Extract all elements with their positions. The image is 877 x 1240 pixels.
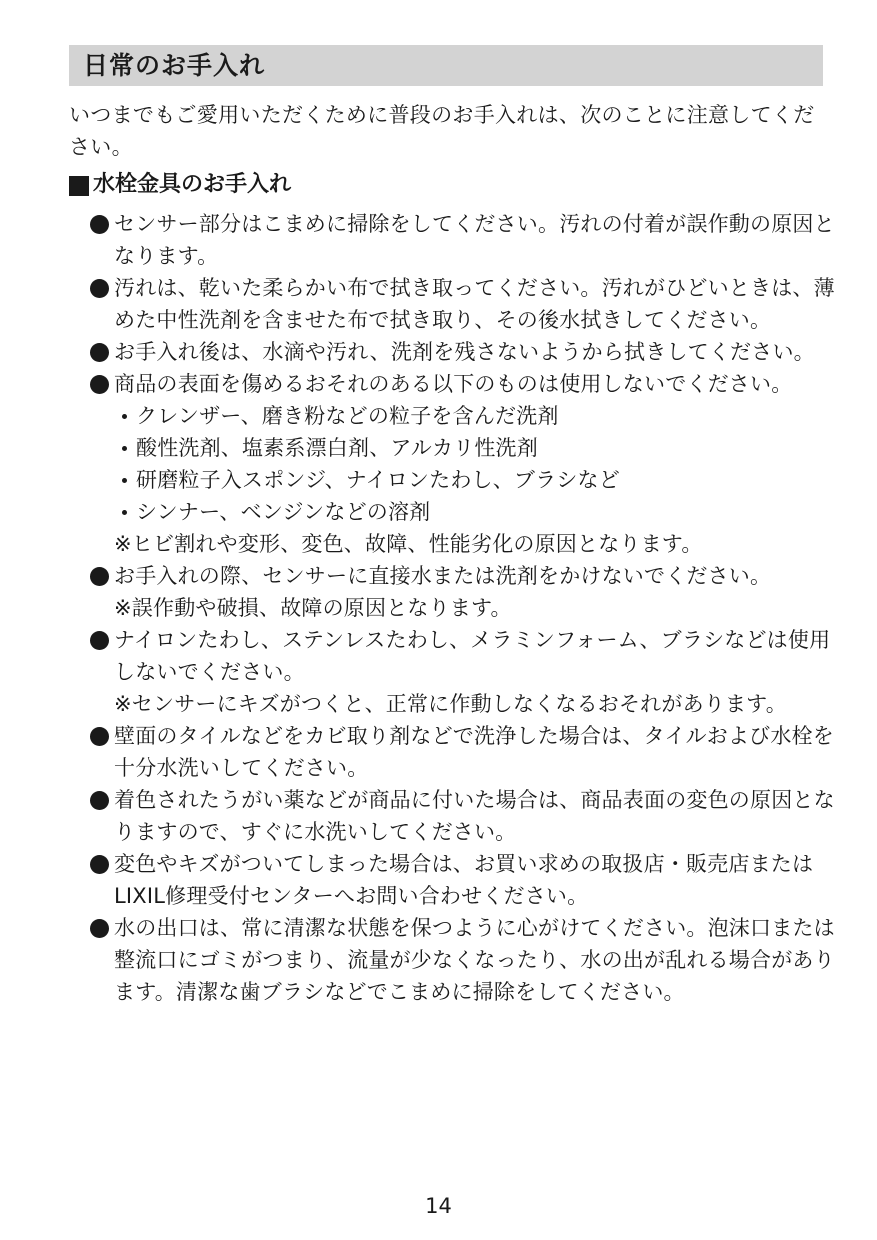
- section-heading-text: 水栓金具のお手入れ: [93, 172, 292, 197]
- caution-note: ※誤作動や破損、故障の原因となります。: [114, 596, 512, 620]
- sub-list-item: [90, 400, 835, 432]
- list-item: [90, 368, 835, 400]
- list-item-text: ナイロンたわし、ステンレスたわし、メラミンフォーム、ブラシなどは使用しないでください。: [114, 628, 831, 684]
- black-circle-bullet-icon: [90, 855, 109, 874]
- sub-list-item: [90, 496, 835, 528]
- list-item: [90, 848, 835, 912]
- section-heading: [69, 169, 291, 201]
- black-circle-bullet-icon: [90, 631, 109, 650]
- list-item: [90, 336, 835, 368]
- black-circle-bullet-icon: [90, 215, 109, 234]
- list-item-text: 壁面のタイルなどをカビ取り剤などで洗浄した場合は、タイルおよび水栓を十分水洗いしてください。: [114, 724, 834, 780]
- list-item-text: お手入れ後は、水滴や汚れ、洗剤を残さないようから拭きしてください。: [114, 340, 815, 364]
- black-circle-bullet-icon: [90, 343, 109, 362]
- black-circle-bullet-icon: [90, 567, 109, 586]
- small-dot-bullet-icon: [122, 446, 127, 451]
- caution-note: ※ヒビ割れや変形、変色、故障、性能劣化の原因となります。: [114, 532, 703, 556]
- list-item: [90, 912, 835, 1008]
- sub-list-item-text: 研磨粒子入スポンジ、ナイロンたわし、ブラシなど: [136, 468, 620, 492]
- small-dot-bullet-icon: [122, 414, 127, 419]
- black-square-icon: [69, 176, 89, 196]
- sub-list-item: [90, 464, 835, 496]
- page-title: 日常のお手入れ: [83, 51, 266, 80]
- list-item-text: 汚れは、乾いた柔らかい布で拭き取ってください。汚れがひどいときは、薄めた中性洗剤を含ませた布で拭き取り、その後水拭きしてください。: [114, 276, 835, 332]
- sub-list-item-text: シンナー、ベンジンなどの溶剤: [136, 500, 431, 524]
- list-item: [90, 784, 835, 848]
- black-circle-bullet-icon: [90, 375, 109, 394]
- caution-note: ※センサーにキズがつくと、正常に作動しなくなるおそれがあります。: [114, 692, 787, 716]
- list-item-text: センサー部分はこまめに掃除をしてください。汚れの付着が誤作動の原因となります。: [114, 212, 835, 268]
- black-circle-bullet-icon: [90, 919, 109, 938]
- page-title-bar: [69, 45, 823, 86]
- list-item: [90, 624, 835, 688]
- list-item-text: 商品の表面を傷めるおそれのある以下のものは使用しないでください。: [114, 372, 793, 396]
- list-item: [90, 272, 835, 336]
- list-item: [90, 560, 835, 592]
- list-item: [90, 208, 835, 272]
- list-item-text: お手入れの際、センサーに直接水または洗剤をかけないでください。: [114, 564, 772, 588]
- list-item-text: 着色されたうがい薬などが商品に付いた場合は、商品表面の変色の原因となりますので、すぐに水洗いしてください。: [114, 788, 835, 844]
- sub-list-item-text: 酸性洗剤、塩素系漂白剤、アルカリ性洗剤: [136, 436, 538, 460]
- black-circle-bullet-icon: [90, 727, 109, 746]
- list-item: [90, 720, 835, 784]
- page-number: 14: [425, 1194, 452, 1218]
- list-item-text: 水の出口は、常に清潔な状態を保つように心がけてください。泡沫口または整流口にゴミがつまり、流量が少なくなったり、水の出が乱れる場合があります。清潔な歯ブラシなどでこまめに掃除をしてください。: [114, 916, 835, 1004]
- list-item-text: 変色やキズがついてしまった場合は、お買い求めの取扱店・販売店またはLIXIL修理受付センターへお問い合わせください。: [114, 852, 814, 908]
- small-dot-bullet-icon: [122, 510, 127, 515]
- black-circle-bullet-icon: [90, 279, 109, 298]
- intro-paragraph: いつまでもご愛用いただくために普段のお手入れは、次のことに注意してください。: [69, 103, 815, 159]
- sub-list-item: [90, 432, 835, 464]
- black-circle-bullet-icon: [90, 791, 109, 810]
- sub-list-item-text: クレンザー、磨き粉などの粒子を含んだ洗剤: [136, 404, 559, 428]
- small-dot-bullet-icon: [122, 478, 127, 483]
- care-instructions-list: [90, 208, 835, 1008]
